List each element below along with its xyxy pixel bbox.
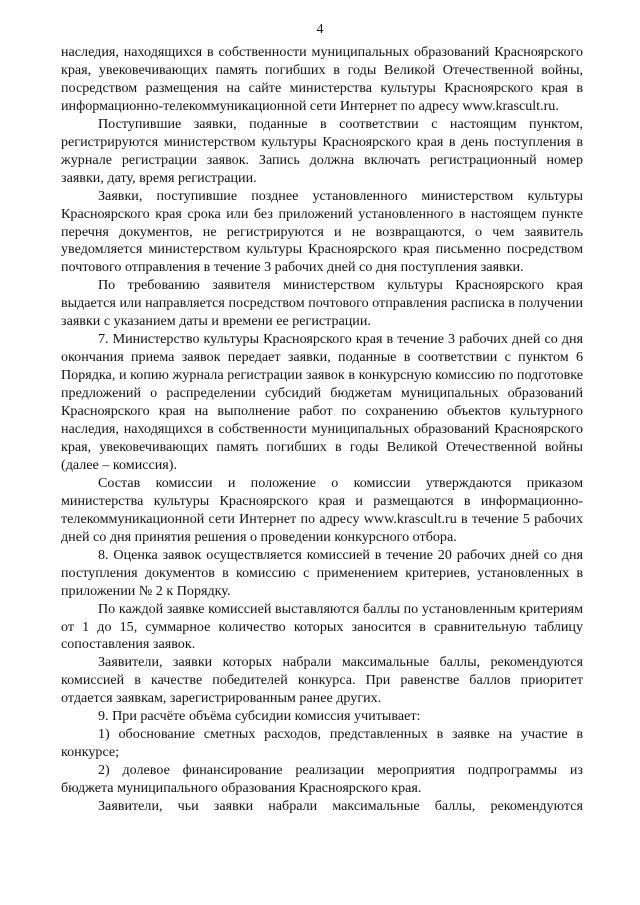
- paragraph: наследия, находящихся в собственности муниципальных образований Красноярского края, увековечивающих память погибших в годы Великой Отечественной войны, посредством размещения на сайте министерства культуры Красноярского края в информационно-телекоммуникационной сети Интернет по адресу www.krascult.ru.: [61, 44, 583, 114]
- paragraph: Поступившие заявки, поданные в соответствии с настоящим пунктом, регистрируются министерством культуры Красноярского края в день поступления в журнале регистрации заявок. Запись должна включать регистрационный номер заявки, дату, время регистрации.: [61, 115, 583, 186]
- paragraph: По требованию заявителя министерством культуры Красноярского края выдается или направляется посредством почтового отправления расписка в получении заявки с указанием даты и времени ее регистрации.: [61, 277, 583, 330]
- paragraph: Состав комиссии и положение о комиссии утверждаются приказом министерства культуры Красноярского края и размещаются в информационно-телекоммуникационной сети Интернет по адресу www.krascult.ru в течение 5 рабочих дней со дня принятия решения о проведении конкурсного отбора.: [61, 474, 583, 545]
- page-number: 4: [316, 22, 324, 37]
- paragraph: 7. Министерство культуры Красноярского края в течение 3 рабочих дней со дня окончания приема заявок передает заявки, поданные в соответствии с пунктом 6 Порядка, и копию журнала регистрации заявок в конкурсную комиссию по подготовке предложений о распределении субсидий бюджетам муниципальных образований Красноярского края на выполнение работ по сохранению объектов культурного наследия, находящихся в собственности муниципальных образований Красноярского края, увековечивающих память погибших в годы Великой Отечественной войны (далее – комиссия).: [61, 331, 583, 473]
- paragraph: 1) обоснование сметных расходов, представленных в заявке на участие в конкурсе;: [61, 726, 583, 761]
- document-body: [61, 44, 583, 816]
- paragraph: 2) долевое финансирование реализации мероприятия подпрограммы из бюджета муниципального образования Красноярского края.: [61, 762, 583, 797]
- paragraph: 9. При расчёте объёма субсидии комиссия учитывает:: [98, 708, 421, 725]
- paragraph: 8. Оценка заявок осуществляется комиссией в течение 20 рабочих дней со дня поступления документов в комиссию с применением критериев, установленных в приложении № 2 к Порядку.: [61, 546, 583, 599]
- paragraph: Заявки, поступившие позднее установленного министерством культуры Красноярского края срока или без приложений установленного в настоящем пункте перечня документов, не регистрируются и не возвращаются, о чем заявитель уведомляется министерством культуры Красноярского края письменно посредством почтового отправления в течение 3 рабочих дней со дня поступления заявки.: [61, 187, 583, 276]
- paragraph: Заявители, чьи заявки набрали максимальные баллы, рекомендуются: [98, 798, 583, 815]
- paragraph: Заявители, заявки которых набрали максимальные баллы, рекомендуются комиссией в качестве победителей конкурса. При равенстве баллов приоритет отдается заявкам, зарегистрированным ранее других.: [61, 654, 583, 707]
- paragraph: По каждой заявке комиссией выставляются баллы по установленным критериям от 1 до 15, суммарное количество которых заносится в сравнительную таблицу сопоставления заявок.: [61, 600, 583, 653]
